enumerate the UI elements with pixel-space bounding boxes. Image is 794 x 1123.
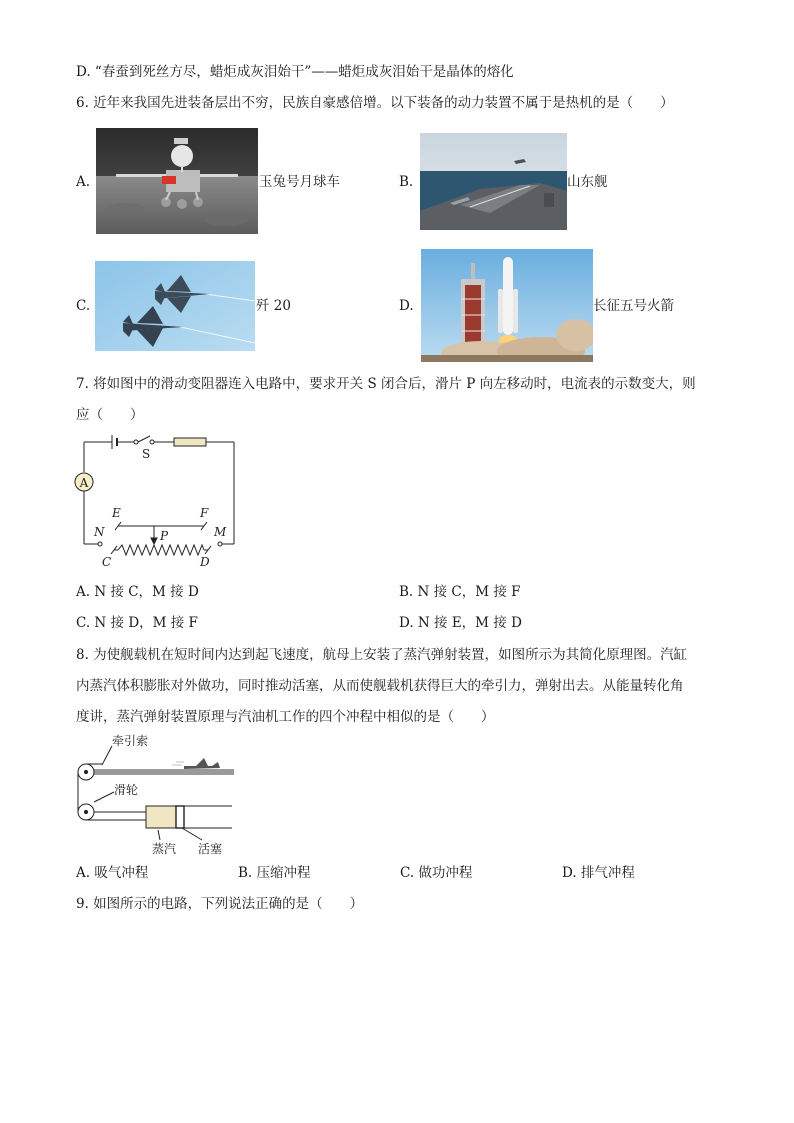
terminal-c-label: C — [102, 555, 112, 569]
terminal-e-label: E — [112, 506, 121, 520]
j20-fighters-photo — [95, 261, 255, 351]
q8-stem-line3: 度讲，蒸汽弹射装置原理与汽油机工作的四个冲程中相似的是（ ） — [76, 709, 495, 725]
q6-option-a-letter: A. — [76, 174, 91, 190]
long-march-5-rocket-photo — [421, 249, 593, 362]
q7-stem-line1: 7. 将如图中的滑动变阻器连入电路中，要求开关 S 闭合后，滑片 P 向左移动时，电流表的示数变大，则 — [76, 376, 696, 392]
q7-option-b: B. N 接 C，M 接 F — [399, 584, 521, 600]
terminal-d-label: D — [200, 555, 210, 569]
aircraft-carrier-photo — [420, 133, 567, 230]
piston-label: 活塞 — [198, 842, 223, 856]
terminal-n-label: N — [94, 525, 105, 539]
q6-option-b-letter: B. — [399, 174, 414, 190]
q8-option-b: B. 压缩冲程 — [238, 865, 311, 881]
terminal-f-label: F — [200, 506, 209, 520]
q7-option-d: D. N 接 E，M 接 D — [399, 615, 522, 631]
q8-steam-catapult-diagram — [72, 732, 240, 858]
q7-circuit-diagram — [72, 430, 242, 572]
q8-option-a: A. 吸气冲程 — [76, 865, 149, 881]
q6-option-d-letter: D. — [399, 298, 414, 314]
q6-option-c-caption: 歼 20 — [256, 298, 291, 314]
q7-option-c: C. N 接 D，M 接 F — [76, 615, 198, 631]
switch-label: S — [142, 447, 151, 461]
q6-option-c-letter: C. — [76, 298, 91, 314]
q6-option-b-caption: 山东舰 — [567, 174, 608, 190]
steam-label: 蒸汽 — [152, 842, 177, 856]
cable-label: 牵引索 — [112, 734, 149, 748]
q7-option-a: A. N 接 C，M 接 D — [76, 584, 199, 600]
q8-option-c: C. 做功冲程 — [400, 865, 473, 881]
q6-option-d-caption: 长征五号火箭 — [593, 298, 674, 314]
ammeter-label: A — [79, 476, 89, 490]
q8-stem-line2: 内蒸汽体积膨胀对外做功，同时推动活塞，从而使舰载机获得巨大的牵引力，弹射出去。从能量转化角 — [76, 678, 684, 694]
q9-stem: 9. 如图所示的电路，下列说法正确的是（ ） — [76, 896, 364, 912]
q8-stem-line1: 8. 为使舰载机在短时间内达到起飞速度，航母上安装了蒸汽弹射装置，如图所示为其简化原理图。汽缸 — [76, 647, 688, 663]
q5-option-d: D. “春蚕到死丝方尽，蜡炬成灰泪始干”——蜡炬成灰泪始干是晶体的熔化 — [76, 64, 514, 80]
q6-stem: 6. 近年来我国先进装备层出不穷，民族自豪感倍增。以下装备的动力装置不属于是热机的是（ ） — [76, 95, 674, 111]
q7-stem-line2: 应（ ） — [76, 407, 144, 423]
q6-option-a-caption: 玉兔号月球车 — [259, 174, 340, 190]
terminal-m-label: M — [214, 525, 227, 539]
lunar-rover-photo — [96, 128, 258, 234]
q8-option-d: D. 排气冲程 — [562, 865, 635, 881]
pulley-label: 滑轮 — [114, 783, 139, 797]
slider-p-label: P — [160, 529, 169, 543]
